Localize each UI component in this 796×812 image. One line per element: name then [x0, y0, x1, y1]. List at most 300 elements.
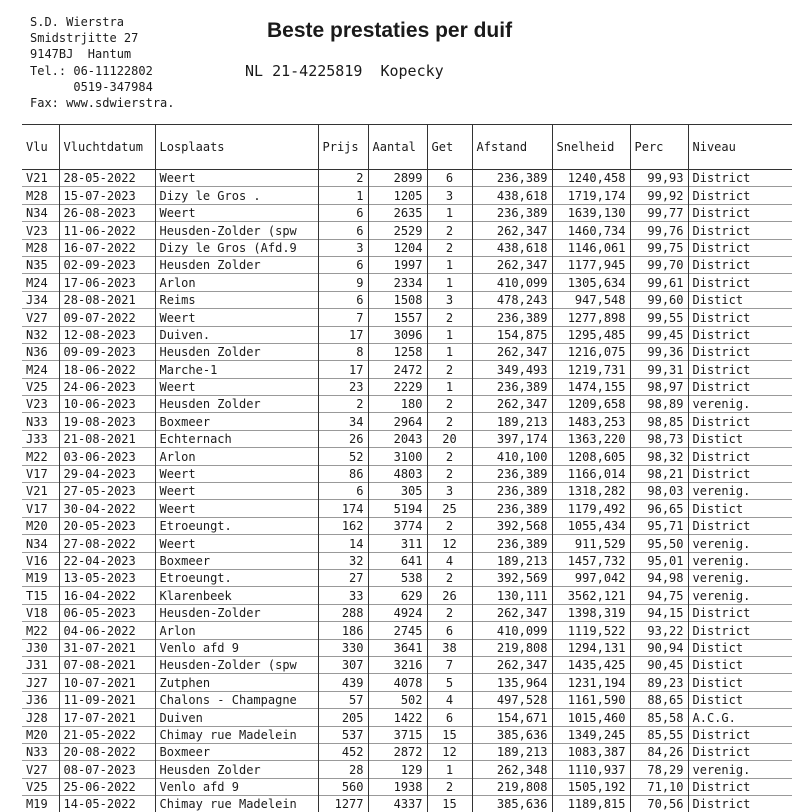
cell-prijs: 32 — [318, 552, 368, 569]
cell-aantal: 5194 — [368, 500, 427, 517]
cell-get: 2 — [427, 517, 472, 534]
cell-vlu: J34 — [22, 291, 59, 308]
cell-snelheid: 1294,131 — [552, 639, 630, 656]
col-header-get: Get — [427, 125, 472, 170]
cell-get: 5 — [427, 674, 472, 691]
cell-vluchtdatum: 17-07-2021 — [59, 709, 155, 726]
cell-vlu: J28 — [22, 709, 59, 726]
cell-perc: 99,76 — [630, 222, 688, 239]
cell-afstand: 236,389 — [472, 309, 552, 326]
cell-aantal: 2529 — [368, 222, 427, 239]
cell-perc: 98,89 — [630, 396, 688, 413]
cell-vluchtdatum: 26-08-2023 — [59, 204, 155, 221]
cell-perc: 93,22 — [630, 622, 688, 639]
cell-afstand: 236,389 — [472, 465, 552, 482]
cell-vlu: M22 — [22, 448, 59, 465]
table-row — [22, 204, 792, 221]
cell-snelheid: 1110,937 — [552, 761, 630, 778]
cell-prijs: 307 — [318, 656, 368, 673]
cell-get: 2 — [427, 604, 472, 621]
cell-losplaats: Heusden Zolder — [155, 256, 318, 273]
cell-snelheid: 1177,945 — [552, 256, 630, 273]
cell-losplaats: Heusden-Zolder — [155, 604, 318, 621]
cell-aantal: 3096 — [368, 326, 427, 343]
cell-snelheid: 1209,658 — [552, 396, 630, 413]
table-row — [22, 622, 792, 639]
cell-vlu: V27 — [22, 309, 59, 326]
cell-afstand: 262,347 — [472, 222, 552, 239]
cell-vluchtdatum: 02-09-2023 — [59, 256, 155, 273]
cell-get: 12 — [427, 743, 472, 760]
cell-losplaats: Duiven. — [155, 326, 318, 343]
cell-afstand: 262,347 — [472, 256, 552, 273]
cell-vlu: V25 — [22, 378, 59, 395]
table-row — [22, 778, 792, 795]
cell-niveau: verenig. — [688, 483, 792, 500]
cell-aantal: 629 — [368, 587, 427, 604]
cell-vlu: N33 — [22, 743, 59, 760]
cell-niveau: District — [688, 309, 792, 326]
cell-losplaats: Weert — [155, 483, 318, 500]
table-row — [22, 674, 792, 691]
cell-niveau: District — [688, 743, 792, 760]
table-row — [22, 761, 792, 778]
cell-snelheid: 1240,458 — [552, 170, 630, 187]
cell-niveau: Distict — [688, 691, 792, 708]
cell-vlu: V23 — [22, 222, 59, 239]
cell-niveau: District — [688, 796, 792, 812]
cell-aantal: 4337 — [368, 796, 427, 812]
cell-vluchtdatum: 27-08-2022 — [59, 535, 155, 552]
cell-snelheid: 1295,485 — [552, 326, 630, 343]
table-row — [22, 309, 792, 326]
cell-afstand: 410,099 — [472, 274, 552, 291]
cell-vluchtdatum: 29-04-2023 — [59, 465, 155, 482]
cell-aantal: 2635 — [368, 204, 427, 221]
cell-losplaats: Weert — [155, 378, 318, 395]
cell-aantal: 305 — [368, 483, 427, 500]
cell-get: 2 — [427, 569, 472, 586]
cell-vluchtdatum: 09-09-2023 — [59, 343, 155, 360]
cell-perc: 98,85 — [630, 413, 688, 430]
table-row — [22, 291, 792, 308]
cell-perc: 98,21 — [630, 465, 688, 482]
cell-vlu: V23 — [22, 396, 59, 413]
cell-snelheid: 1398,319 — [552, 604, 630, 621]
cell-vluchtdatum: 27-05-2023 — [59, 483, 155, 500]
cell-vlu: V17 — [22, 465, 59, 482]
cell-vluchtdatum: 10-07-2021 — [59, 674, 155, 691]
cell-snelheid: 3562,121 — [552, 587, 630, 604]
cell-prijs: 7 — [318, 309, 368, 326]
cell-aantal: 1422 — [368, 709, 427, 726]
cell-vlu: J30 — [22, 639, 59, 656]
cell-snelheid: 1208,605 — [552, 448, 630, 465]
cell-niveau: District — [688, 465, 792, 482]
col-header-niveau: Niveau — [688, 125, 792, 170]
cell-losplaats: Chimay rue Madelein — [155, 796, 318, 812]
cell-snelheid: 1363,220 — [552, 430, 630, 447]
cell-snelheid: 947,548 — [552, 291, 630, 308]
cell-afstand: 236,389 — [472, 500, 552, 517]
cell-get: 2 — [427, 309, 472, 326]
cell-prijs: 86 — [318, 465, 368, 482]
cell-perc: 98,73 — [630, 430, 688, 447]
cell-perc: 89,23 — [630, 674, 688, 691]
cell-get: 20 — [427, 430, 472, 447]
cell-snelheid: 1083,387 — [552, 743, 630, 760]
table-row — [22, 639, 792, 656]
cell-aantal: 1205 — [368, 187, 427, 204]
cell-perc: 94,15 — [630, 604, 688, 621]
cell-get: 2 — [427, 396, 472, 413]
sender-line: Fax: www.sdwierstra. — [30, 95, 175, 111]
cell-vlu: N36 — [22, 343, 59, 360]
cell-vluchtdatum: 19-08-2023 — [59, 413, 155, 430]
cell-niveau: District — [688, 326, 792, 343]
cell-perc: 85,55 — [630, 726, 688, 743]
cell-aantal: 1258 — [368, 343, 427, 360]
cell-prijs: 33 — [318, 587, 368, 604]
cell-aantal: 2899 — [368, 170, 427, 187]
cell-vluchtdatum: 28-08-2021 — [59, 291, 155, 308]
cell-vlu: M28 — [22, 187, 59, 204]
cell-vluchtdatum: 06-05-2023 — [59, 604, 155, 621]
cell-vluchtdatum: 21-05-2022 — [59, 726, 155, 743]
sender-address-block — [30, 14, 175, 111]
cell-afstand: 236,389 — [472, 204, 552, 221]
cell-vluchtdatum: 10-06-2023 — [59, 396, 155, 413]
cell-aantal: 4078 — [368, 674, 427, 691]
cell-niveau: verenig. — [688, 569, 792, 586]
cell-prijs: 537 — [318, 726, 368, 743]
cell-get: 1 — [427, 204, 472, 221]
cell-vlu: J33 — [22, 430, 59, 447]
cell-afstand: 478,243 — [472, 291, 552, 308]
cell-get: 38 — [427, 639, 472, 656]
cell-losplaats: Weert — [155, 535, 318, 552]
cell-vlu: J31 — [22, 656, 59, 673]
table-row — [22, 448, 792, 465]
cell-niveau: verenig. — [688, 552, 792, 569]
cell-prijs: 34 — [318, 413, 368, 430]
cell-losplaats: Heusden Zolder — [155, 343, 318, 360]
table-row — [22, 691, 792, 708]
cell-prijs: 6 — [318, 204, 368, 221]
table-row — [22, 517, 792, 534]
cell-perc: 99,45 — [630, 326, 688, 343]
cell-prijs: 28 — [318, 761, 368, 778]
cell-aantal: 4803 — [368, 465, 427, 482]
cell-vlu: J36 — [22, 691, 59, 708]
cell-afstand: 236,389 — [472, 483, 552, 500]
cell-losplaats: Arlon — [155, 274, 318, 291]
cell-snelheid: 1457,732 — [552, 552, 630, 569]
cell-vlu: M19 — [22, 796, 59, 812]
bird-id: NL 21-4225819 Kopecky — [245, 62, 444, 80]
cell-snelheid: 1277,898 — [552, 309, 630, 326]
cell-vluchtdatum: 31-07-2021 — [59, 639, 155, 656]
cell-losplaats: Chimay rue Madelein — [155, 726, 318, 743]
cell-aantal: 1938 — [368, 778, 427, 795]
cell-afstand: 392,569 — [472, 569, 552, 586]
cell-niveau: District — [688, 413, 792, 430]
cell-vlu: V17 — [22, 500, 59, 517]
cell-losplaats: Weert — [155, 204, 318, 221]
cell-snelheid: 911,529 — [552, 535, 630, 552]
cell-get: 26 — [427, 587, 472, 604]
cell-niveau: Distict — [688, 656, 792, 673]
cell-snelheid: 1146,061 — [552, 239, 630, 256]
cell-vluchtdatum: 28-05-2022 — [59, 170, 155, 187]
table-body — [22, 170, 792, 812]
cell-afstand: 262,347 — [472, 396, 552, 413]
cell-get: 4 — [427, 691, 472, 708]
table-row — [22, 604, 792, 621]
cell-get: 2 — [427, 448, 472, 465]
cell-perc: 78,29 — [630, 761, 688, 778]
cell-losplaats: Marche-1 — [155, 361, 318, 378]
cell-vluchtdatum: 15-07-2023 — [59, 187, 155, 204]
cell-losplaats: Weert — [155, 465, 318, 482]
cell-vlu: M24 — [22, 274, 59, 291]
cell-niveau: verenig. — [688, 761, 792, 778]
cell-vluchtdatum: 13-05-2023 — [59, 569, 155, 586]
cell-vluchtdatum: 12-08-2023 — [59, 326, 155, 343]
cell-prijs: 560 — [318, 778, 368, 795]
cell-losplaats: Dizy le Gros . — [155, 187, 318, 204]
cell-perc: 98,03 — [630, 483, 688, 500]
cell-prijs: 6 — [318, 483, 368, 500]
cell-afstand: 397,174 — [472, 430, 552, 447]
cell-get: 3 — [427, 291, 472, 308]
cell-snelheid: 997,042 — [552, 569, 630, 586]
cell-perc: 85,58 — [630, 709, 688, 726]
cell-niveau: Distict — [688, 674, 792, 691]
cell-prijs: 186 — [318, 622, 368, 639]
cell-snelheid: 1179,492 — [552, 500, 630, 517]
cell-aantal: 1997 — [368, 256, 427, 273]
cell-get: 1 — [427, 274, 472, 291]
cell-prijs: 452 — [318, 743, 368, 760]
cell-get: 2 — [427, 361, 472, 378]
cell-niveau: Distict — [688, 639, 792, 656]
cell-perc: 98,97 — [630, 378, 688, 395]
cell-losplaats: Klarenbeek — [155, 587, 318, 604]
cell-afstand: 236,389 — [472, 170, 552, 187]
cell-prijs: 205 — [318, 709, 368, 726]
sender-line: 0519-347984 — [30, 79, 175, 95]
table-row — [22, 274, 792, 291]
cell-perc: 99,31 — [630, 361, 688, 378]
cell-perc: 99,36 — [630, 343, 688, 360]
cell-prijs: 2 — [318, 396, 368, 413]
results-table — [22, 124, 792, 812]
cell-aantal: 129 — [368, 761, 427, 778]
cell-afstand: 236,389 — [472, 378, 552, 395]
cell-get: 2 — [427, 778, 472, 795]
cell-afstand: 135,964 — [472, 674, 552, 691]
cell-get: 12 — [427, 535, 472, 552]
cell-afstand: 438,618 — [472, 187, 552, 204]
cell-aantal: 4924 — [368, 604, 427, 621]
cell-niveau: District — [688, 604, 792, 621]
cell-aantal: 2872 — [368, 743, 427, 760]
cell-afstand: 236,389 — [472, 535, 552, 552]
cell-aantal: 2229 — [368, 378, 427, 395]
cell-get: 6 — [427, 622, 472, 639]
cell-perc: 70,56 — [630, 796, 688, 812]
table-row — [22, 170, 792, 187]
cell-perc: 99,93 — [630, 170, 688, 187]
cell-snelheid: 1639,130 — [552, 204, 630, 221]
cell-vlu: N32 — [22, 326, 59, 343]
cell-niveau: Distict — [688, 291, 792, 308]
cell-prijs: 23 — [318, 378, 368, 395]
cell-get: 1 — [427, 343, 472, 360]
table-row — [22, 222, 792, 239]
cell-get: 7 — [427, 656, 472, 673]
cell-perc: 99,55 — [630, 309, 688, 326]
cell-vlu: M22 — [22, 622, 59, 639]
cell-losplaats: Etroeungt. — [155, 569, 318, 586]
cell-aantal: 2043 — [368, 430, 427, 447]
cell-niveau: District — [688, 239, 792, 256]
cell-afstand: 262,348 — [472, 761, 552, 778]
cell-losplaats: Etroeungt. — [155, 517, 318, 534]
cell-prijs: 330 — [318, 639, 368, 656]
cell-perc: 99,70 — [630, 256, 688, 273]
cell-aantal: 3715 — [368, 726, 427, 743]
cell-vlu: T15 — [22, 587, 59, 604]
cell-prijs: 1 — [318, 187, 368, 204]
cell-perc: 94,75 — [630, 587, 688, 604]
col-header-afstand: Afstand — [472, 125, 552, 170]
cell-vlu: V16 — [22, 552, 59, 569]
cell-snelheid: 1055,434 — [552, 517, 630, 534]
cell-losplaats: Weert — [155, 170, 318, 187]
cell-get: 1 — [427, 256, 472, 273]
cell-vlu: N34 — [22, 535, 59, 552]
cell-losplaats: Weert — [155, 309, 318, 326]
table-row — [22, 500, 792, 517]
cell-vluchtdatum: 11-09-2021 — [59, 691, 155, 708]
cell-losplaats: Echternach — [155, 430, 318, 447]
table-row — [22, 796, 792, 812]
cell-aantal: 311 — [368, 535, 427, 552]
cell-prijs: 14 — [318, 535, 368, 552]
cell-losplaats: Boxmeer — [155, 743, 318, 760]
cell-prijs: 8 — [318, 343, 368, 360]
table-row — [22, 743, 792, 760]
cell-vlu: V27 — [22, 761, 59, 778]
cell-losplaats: Heusden-Zolder (spw — [155, 656, 318, 673]
cell-prijs: 3 — [318, 239, 368, 256]
cell-aantal: 641 — [368, 552, 427, 569]
cell-prijs: 57 — [318, 691, 368, 708]
table-row — [22, 413, 792, 430]
cell-aantal: 2472 — [368, 361, 427, 378]
cell-niveau: Distict — [688, 500, 792, 517]
cell-vlu: N33 — [22, 413, 59, 430]
cell-perc: 99,61 — [630, 274, 688, 291]
table-row — [22, 569, 792, 586]
cell-snelheid: 1460,734 — [552, 222, 630, 239]
cell-losplaats: Chalons - Champagne — [155, 691, 318, 708]
cell-get: 2 — [427, 239, 472, 256]
cell-perc: 94,98 — [630, 569, 688, 586]
table-row — [22, 361, 792, 378]
cell-afstand: 219,808 — [472, 778, 552, 795]
cell-perc: 90,45 — [630, 656, 688, 673]
cell-get: 15 — [427, 726, 472, 743]
col-header-aantal: Aantal — [368, 125, 427, 170]
cell-aantal: 3641 — [368, 639, 427, 656]
cell-afstand: 392,568 — [472, 517, 552, 534]
cell-vluchtdatum: 09-07-2022 — [59, 309, 155, 326]
cell-losplaats: Boxmeer — [155, 413, 318, 430]
cell-afstand: 385,636 — [472, 796, 552, 812]
cell-losplaats: Zutphen — [155, 674, 318, 691]
cell-get: 6 — [427, 170, 472, 187]
cell-perc: 95,50 — [630, 535, 688, 552]
cell-vlu: V18 — [22, 604, 59, 621]
cell-vluchtdatum: 25-06-2022 — [59, 778, 155, 795]
table-row — [22, 587, 792, 604]
cell-vluchtdatum: 14-05-2022 — [59, 796, 155, 812]
cell-prijs: 162 — [318, 517, 368, 534]
cell-prijs: 439 — [318, 674, 368, 691]
cell-niveau: District — [688, 274, 792, 291]
cell-afstand: 154,671 — [472, 709, 552, 726]
cell-snelheid: 1719,174 — [552, 187, 630, 204]
cell-niveau: District — [688, 256, 792, 273]
cell-snelheid: 1166,014 — [552, 465, 630, 482]
cell-snelheid: 1349,245 — [552, 726, 630, 743]
table-row — [22, 396, 792, 413]
cell-vluchtdatum: 20-05-2023 — [59, 517, 155, 534]
cell-perc: 84,26 — [630, 743, 688, 760]
cell-snelheid: 1231,194 — [552, 674, 630, 691]
cell-aantal: 3774 — [368, 517, 427, 534]
col-header-perc: Perc — [630, 125, 688, 170]
cell-vluchtdatum: 30-04-2022 — [59, 500, 155, 517]
cell-niveau: District — [688, 378, 792, 395]
cell-aantal: 3100 — [368, 448, 427, 465]
cell-losplaats: Heusden Zolder — [155, 396, 318, 413]
cell-get: 2 — [427, 465, 472, 482]
cell-aantal: 1508 — [368, 291, 427, 308]
cell-vluchtdatum: 24-06-2023 — [59, 378, 155, 395]
cell-niveau: verenig. — [688, 587, 792, 604]
sender-line: 9147BJ Hantum — [30, 46, 175, 62]
cell-aantal: 2334 — [368, 274, 427, 291]
cell-vluchtdatum: 22-04-2023 — [59, 552, 155, 569]
table-header-row — [22, 125, 792, 170]
cell-niveau: Distict — [688, 430, 792, 447]
cell-vluchtdatum: 16-07-2022 — [59, 239, 155, 256]
table-row — [22, 552, 792, 569]
cell-niveau: A.C.G. — [688, 709, 792, 726]
cell-prijs: 6 — [318, 291, 368, 308]
cell-afstand: 262,347 — [472, 656, 552, 673]
table-row — [22, 326, 792, 343]
cell-losplaats: Arlon — [155, 448, 318, 465]
cell-get: 25 — [427, 500, 472, 517]
cell-snelheid: 1219,731 — [552, 361, 630, 378]
cell-vluchtdatum: 21-08-2021 — [59, 430, 155, 447]
table-row — [22, 378, 792, 395]
